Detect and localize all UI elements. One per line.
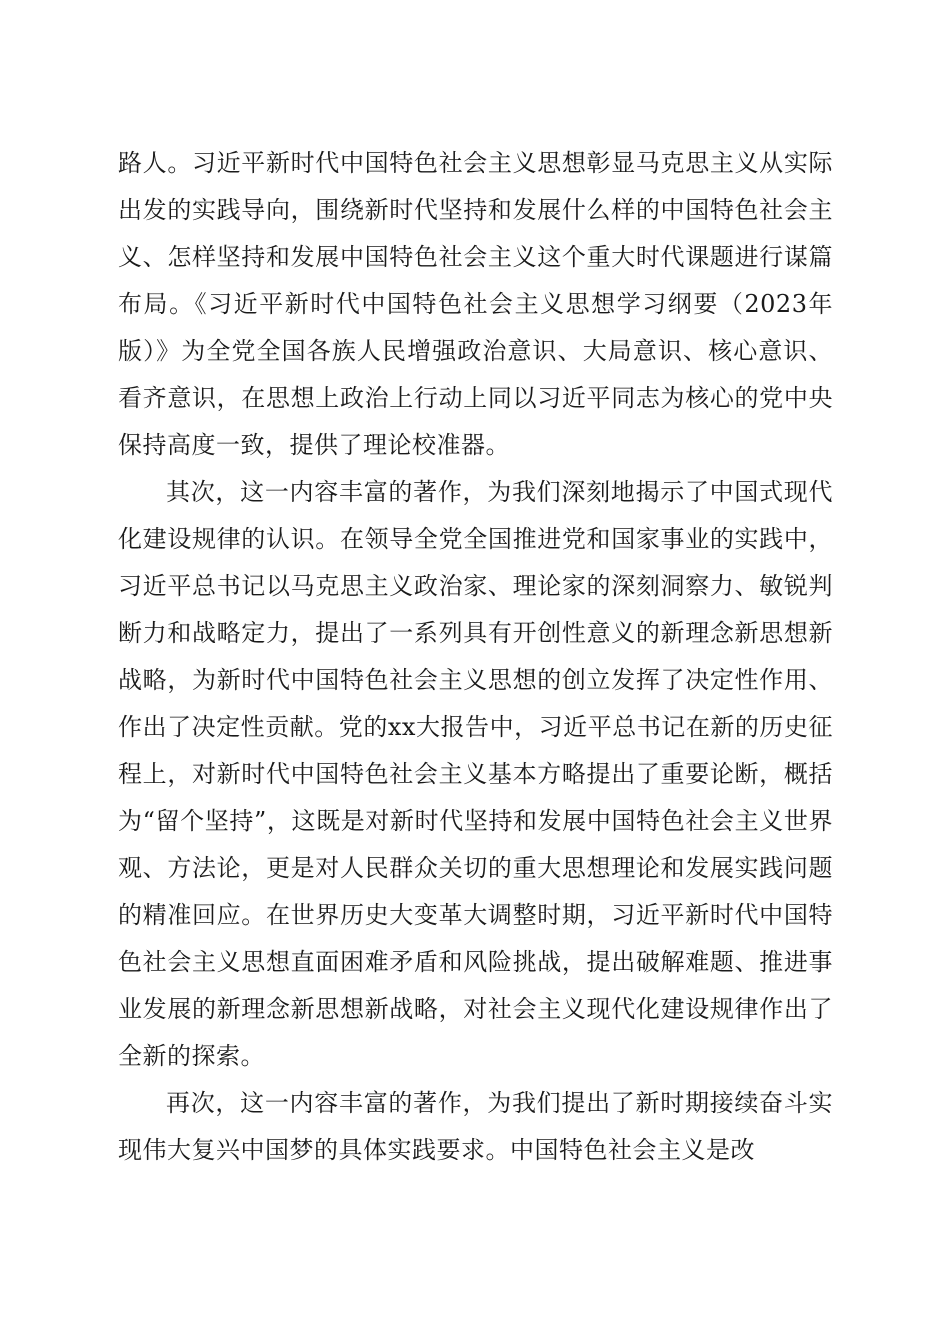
paragraph-third-point: 再次，这一内容丰富的著作，为我们提出了新时期接续奋斗实现伟大复兴中国梦的具体实践要求。中国特色社会主义是改 [118, 1089, 833, 1164]
paragraph-continuation: 路人。习近平新时代中国特色社会主义思想彰显马克思主义从实际出发的实践导向，围绕新时代坚持和发展什么样的中国特色社会主义、怎样坚持和发展中国特色社会主义这个重大时代课题进行谋篇布局。《习近平新时代中国特色社会主义思想学习纲要（2023年版）》为全党全国各族人民增强政治意识、大局意识、核心意识、看齐意识，在思想上政治上行动上同以习近平同志为核心的党中央保持高度一致，提供了理论校准器。 [118, 149, 833, 459]
paragraph-second-point: 其次，这一内容丰富的著作，为我们深刻地揭示了中国式现代化建设规律的认识。在领导全党全国推进党和国家事业的实践中，习近平总书记以马克思主义政治家、理论家的深刻洞察力、敏锐判断力和战略定力，提出了一系列具有开创性意义的新理念新思想新战略，为新时代中国特色社会主义思想的创立发挥了决定性作用、作出了决定性贡献。党的xx大报告中，习近平总书记在新的历史征程上，对新时代中国特色社会主义基本方略提出了重要论断，概括为“留个坚持”，这既是对新时代坚持和发展中国特色社会主义世界观、方法论，更是对人民群众关切的重大思想理论和发展实践问题的精准回应。在世界历史大变革大调整时期，习近平新时代中国特色社会主义思想直面困难矛盾和风险挑战，提出破解难题、推进事业发展的新理念新思想新战略，对社会主义现代化建设规律作出了全新的探索。 [118, 478, 833, 1070]
body-text [118, 140, 833, 1174]
